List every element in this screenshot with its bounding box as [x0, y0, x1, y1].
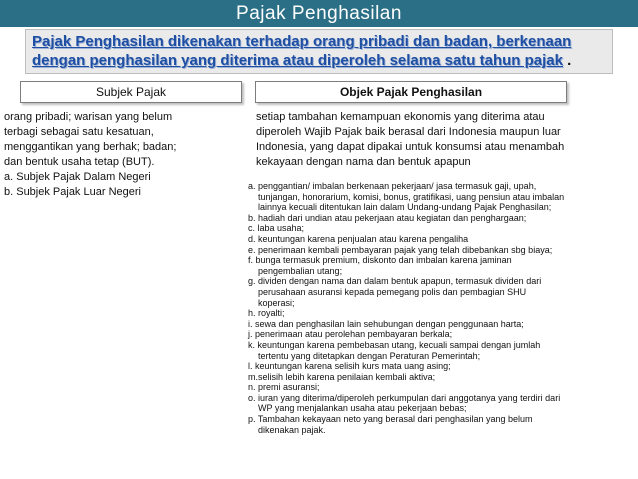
objek-pajak-item-continuation: perusahaan asuransi kepada pemegang polis dan pembagian SHU	[258, 286, 527, 297]
objek-pajak-item-continuation: tertentu yang ditetapkan dengan Peraturan Pemerintah;	[258, 350, 481, 361]
objek-pajak-list	[248, 181, 632, 435]
objek-pajak-item	[248, 276, 632, 308]
objek-pajak-item-text: a. penggantian/ imbalan berkenaan pekerjaan/ jasa termasuk gaji, upah,	[248, 181, 537, 191]
subjek-description-line: dan bentuk usaha tetap (BUT).	[4, 156, 155, 168]
definition-line-2: dengan penghasilan yang diterima atau diperoleh selama satu tahun pajak	[32, 52, 563, 69]
objek-pajak-item-text: c. laba usaha;	[248, 223, 305, 234]
objek-pajak-item	[248, 372, 632, 383]
subjek-pajak-header: Subjek Pajak	[20, 81, 242, 103]
objek-pajak-item-text: f. bunga termasuk premium, diskonto dan imbalan karena jaminan	[248, 255, 512, 266]
objek-pajak-item	[248, 213, 632, 224]
objek-pajak-item	[248, 382, 632, 393]
subjek-pajak-item: b. Subjek Pajak Luar Negeri	[4, 186, 141, 198]
objek-pajak-item	[248, 361, 632, 372]
objek-pajak-item-text: e. penerimaan kembali pembayaran pajak yang telah dibebankan sbg biaya;	[248, 244, 553, 255]
objek-pajak-item-text: j. penerimaan atau perolehan pembayaran berkala;	[248, 329, 453, 340]
objek-pajak-item	[248, 393, 632, 414]
objek-intro-line: kekayaan dengan nama dan bentuk apapun	[256, 156, 471, 168]
objek-pajak-header: Objek Pajak Penghasilan	[255, 81, 567, 103]
objek-pajak-item-text: n. premi asuransi;	[248, 382, 320, 393]
objek-pajak-item-text: i. sewa dan penghasilan lain sehubungan dengan penggunaan harta;	[248, 318, 524, 329]
objek-pajak-item-continuation: koperasi;	[258, 297, 295, 308]
subjek-pajak-item: a. Subjek Pajak Dalam Negeri	[4, 171, 151, 183]
definition-box	[25, 29, 613, 74]
objek-pajak-item	[248, 181, 632, 213]
objek-pajak-item	[248, 223, 632, 234]
objek-pajak-item	[248, 414, 632, 435]
subjek-pajak-column	[4, 110, 236, 200]
objek-pajak-item-continuation: WP yang menjalankan usaha atau pekerjaan bebas;	[258, 403, 467, 414]
subjek-description-line: terbagi sebagai satu kesatuan,	[4, 126, 154, 138]
subjek-pajak-list	[4, 170, 236, 200]
objek-pajak-item-continuation: tunjangan, honorarium, komisi, bonus, gratifikasi, uang pensiun atau imbalan	[258, 191, 565, 202]
objek-pajak-item-text: b. hadiah dari undian atau pekerjaan atau kegiatan dan penghargaan;	[248, 212, 527, 223]
objek-pajak-item	[248, 308, 632, 319]
objek-pajak-item-text: g. dividen dengan nama dan dalam bentuk apapun, termasuk dividen dari	[248, 276, 542, 287]
definition-tail: .	[562, 52, 572, 69]
objek-pajak-item-text: h. royalti;	[248, 308, 285, 319]
subjek-description-line: orang pribadi; warisan yang belum	[4, 111, 173, 123]
objek-pajak-item	[248, 329, 632, 340]
objek-pajak-item-continuation: pengembalian utang;	[258, 265, 343, 276]
objek-pajak-item-continuation: dikenakan pajak.	[258, 424, 326, 435]
objek-pajak-item-text: k. keuntungan karena pembebasan utang, kecuali sampai dengan jumlah	[248, 339, 541, 350]
subjek-description-line: menggantikan yang berhak; badan;	[4, 141, 177, 153]
objek-pajak-item	[248, 234, 632, 245]
objek-pajak-item-text: m.selisih lebih karena penilaian kembali aktiva;	[248, 371, 436, 382]
objek-pajak-item-text: d. keuntungan karena penjualan atau karena pengaliha	[248, 233, 469, 244]
objek-pajak-item	[248, 340, 632, 361]
objek-intro-line: setiap tambahan kemampuan ekonomis yang diterima atau	[256, 111, 545, 123]
objek-pajak-item-text: o. iuran yang diterima/diperoleh perkumpulan dari anggotanya yang terdiri dari	[248, 392, 561, 403]
objek-pajak-item	[248, 255, 632, 276]
objek-pajak-item-text: l. keuntungan karena selisih kurs mata uang asing;	[248, 361, 451, 372]
objek-pajak-item	[248, 319, 632, 330]
objek-pajak-intro	[256, 110, 626, 170]
objek-pajak-item	[248, 245, 632, 256]
objek-pajak-item-text: p. Tambahan kekayaan neto yang berasal dari penghasilan yang belum	[248, 414, 533, 425]
definition-line-1: Pajak Penghasilan dikenakan terhadap orang pribadi dan badan, berkenaan	[32, 33, 572, 50]
objek-intro-line: Indonesia, yang dapat dipakai untuk konsumsi atau menambah	[256, 141, 565, 153]
slide-title: Pajak Penghasilan	[0, 0, 638, 27]
objek-pajak-item-continuation: lainnya kecuali ditentukan lain dalam Undang-undang Pajak Penghasilan;	[258, 202, 552, 213]
objek-intro-line: diperoleh Wajib Pajak baik berasal dari Indonesia maupun luar	[256, 126, 561, 138]
